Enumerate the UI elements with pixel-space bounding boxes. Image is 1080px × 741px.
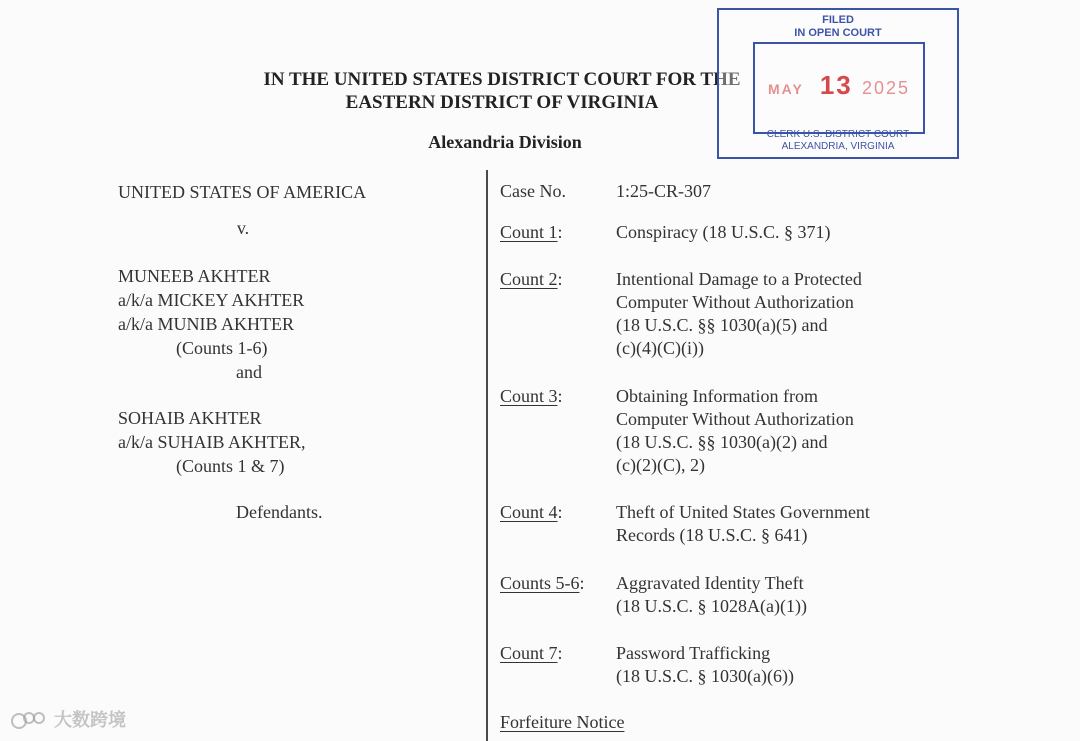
- defendant-1-alias-1: a/k/a MICKEY AKHTER: [118, 290, 305, 310]
- stamp-day: 13: [819, 70, 853, 100]
- count-description-line: Password Trafficking: [616, 643, 771, 663]
- count-description-line: Computer Without Authorization: [616, 409, 854, 429]
- watermark: [10, 706, 126, 732]
- count-description-line: Records (18 U.S.C. § 641): [616, 525, 808, 545]
- watermark-text: 大数跨境: [54, 710, 126, 731]
- count-description-line: (18 U.S.C. § 1028A(a)(1)): [616, 596, 807, 616]
- count-description-line: (18 U.S.C. §§ 1030(a)(2) and: [616, 432, 828, 452]
- stamp-filed: FILED: [822, 14, 854, 26]
- count-row: Count 7: Password Trafficking (18 U.S.C. § 1030(a)(6)): [500, 642, 940, 688]
- count-label: Count 2: [500, 269, 558, 289]
- forfeiture-notice: Forfeiture Notice: [500, 712, 625, 732]
- defendant-1-name: MUNEEB AKHTER: [118, 266, 271, 286]
- count-description-line: (18 U.S.C. §§ 1030(a)(5) and: [616, 315, 828, 335]
- court-header-line-2: EASTERN DISTRICT OF VIRGINIA: [345, 92, 659, 113]
- count-row: Count 3: Obtaining Information from Computer Without Authorization (18 U.S.C. §§ 1030(a)(2) and (c)(2)(C), 2): [500, 385, 940, 477]
- stamp-date-box: [753, 42, 925, 134]
- count-label: Count 7: [500, 643, 558, 663]
- filed-stamp: [717, 8, 959, 159]
- division-title: Alexandria Division: [428, 132, 582, 152]
- count-description-line: Obtaining Information from: [616, 386, 818, 406]
- case-number: 1:25-CR-307: [616, 181, 712, 201]
- count-description-line: (18 U.S.C. § 1030(a)(6)): [616, 666, 794, 686]
- count-description-line: Aggravated Identity Theft: [616, 573, 804, 593]
- court-header-line-1: IN THE UNITED STATES DISTRICT COURT FOR THE: [263, 69, 741, 90]
- defendants-label: Defendants.: [236, 502, 323, 522]
- stamp-location: ALEXANDRIA, VIRGINIA: [781, 141, 895, 152]
- case-number-label: Case No.: [500, 181, 566, 201]
- count-label: Counts 5-6: [500, 573, 580, 593]
- count-label: Count 4: [500, 502, 558, 522]
- defendant-2-counts: (Counts 1 & 7): [176, 456, 285, 476]
- count-row: Count 1: Conspiracy (18 U.S.C. § 371): [500, 221, 940, 244]
- watermark-logo-icon: [10, 710, 48, 732]
- count-row: Count 2: Intentional Damage to a Protected Computer Without Authorization (18 U.S.C. §§ 1030(a)(5) and (c)(4)(C)(i)): [500, 268, 940, 360]
- stamp-clerk: CLERK U.S. DISTRICT COURT: [766, 129, 910, 140]
- count-description-line: (c)(2)(C), 2): [616, 455, 705, 475]
- case-number-row: [500, 180, 940, 203]
- defendant-1-counts: (Counts 1-6): [176, 338, 268, 358]
- stamp-year: 2025: [861, 78, 911, 98]
- caption-divider: [486, 170, 488, 741]
- count-row: Count 4: Theft of United States Government Records (18 U.S.C. § 641): [500, 501, 940, 547]
- conjunction-and: and: [236, 362, 262, 382]
- case-caption: [118, 180, 478, 524]
- defendant-1-alias-2: a/k/a MUNIB AKHTER: [118, 314, 294, 334]
- plaintiff: UNITED STATES OF AMERICA: [118, 182, 367, 202]
- count-label: Count 3: [500, 386, 558, 406]
- versus: v.: [236, 218, 250, 238]
- defendant-2-name: SOHAIB AKHTER: [118, 408, 262, 428]
- stamp-month: MAY: [767, 81, 804, 97]
- count-row: Counts 5-6: Aggravated Identity Theft (18 U.S.C. § 1028A(a)(1)): [500, 572, 940, 618]
- count-description-line: Theft of United States Government: [616, 502, 870, 522]
- count-label: Count 1: [500, 222, 558, 242]
- stamp-date: [755, 70, 923, 101]
- count-description-line: Intentional Damage to a Protected: [616, 269, 862, 289]
- count-description-line: Conspiracy (18 U.S.C. § 371): [616, 222, 831, 242]
- count-description-line: Computer Without Authorization: [616, 292, 854, 312]
- defendant-2-alias-1: a/k/a SUHAIB AKHTER,: [118, 432, 306, 452]
- count-description-line: (c)(4)(C)(i)): [616, 338, 704, 358]
- court-header: [232, 68, 772, 114]
- stamp-in-open-court: IN OPEN COURT: [794, 27, 882, 39]
